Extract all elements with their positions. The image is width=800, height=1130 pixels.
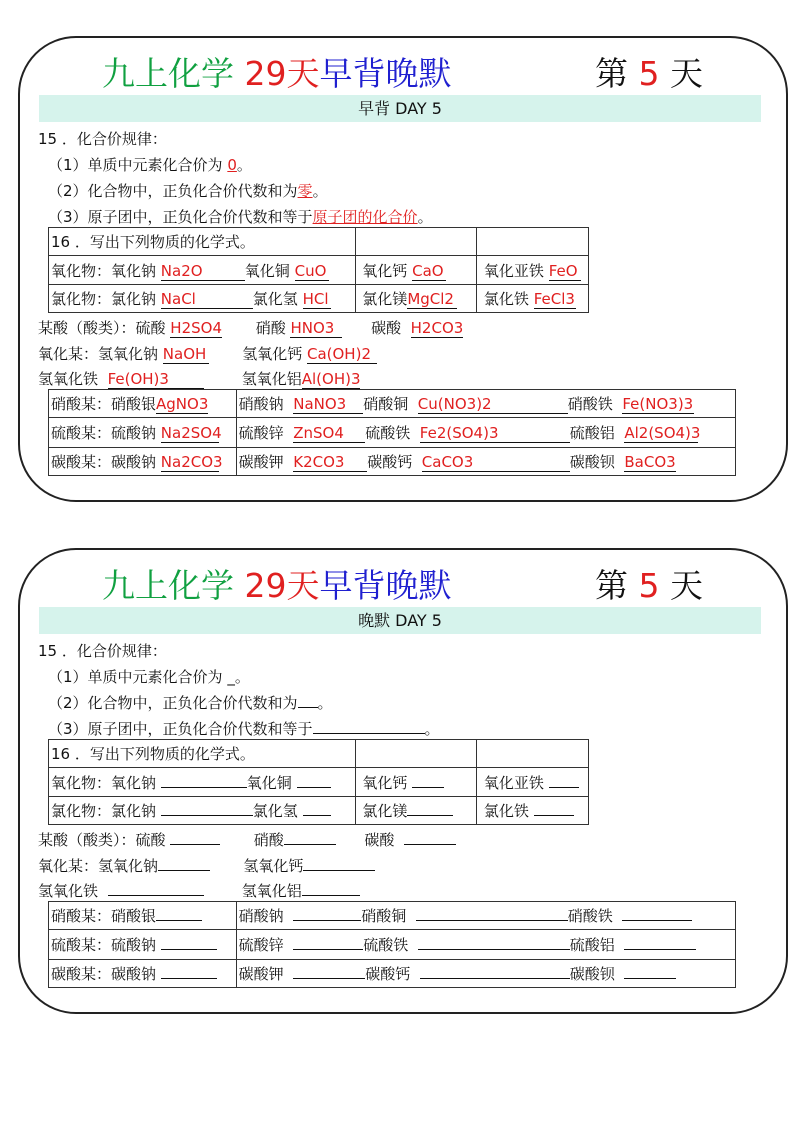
base-line-1: 氧化某：氢氧化钠 NaOH 氢氧化钙 Ca(OH)2 xyxy=(38,343,377,364)
blank-field[interactable] xyxy=(161,773,247,788)
table-row: 16 ．写出下列物质的化学式。 xyxy=(49,228,589,256)
blank-field[interactable] xyxy=(416,906,568,921)
page-title: 九上化学 29天早背晚默 xyxy=(102,566,452,605)
blank-field[interactable] xyxy=(549,773,579,788)
rule-3: （3）原子团中，正负化合价代数和等于 。 xyxy=(48,720,440,738)
blank-field[interactable] xyxy=(624,964,676,979)
table-row: 硫酸某：硫酸钠 硫酸锌 硫酸铁 硫酸铝 xyxy=(49,930,736,960)
blank-field[interactable] xyxy=(534,801,574,816)
rule-2: （2）化合物中，正负化合价代数和为零。 xyxy=(48,182,328,200)
blank-field[interactable] xyxy=(284,830,336,845)
blank-field[interactable] xyxy=(293,964,365,979)
blank-field[interactable] xyxy=(108,881,204,896)
blank-field[interactable] xyxy=(158,856,210,871)
blank-field[interactable] xyxy=(303,801,331,816)
blank-field[interactable] xyxy=(161,935,217,950)
formula-table-1 xyxy=(48,227,589,313)
blank-field[interactable] xyxy=(624,935,696,950)
day-label: 第 5 天 xyxy=(595,54,703,93)
table-row: 氧化物：氧化钠 Na2O 氧化铜 CuO 氧化钙 CaO 氧化亚铁 FeO xyxy=(49,256,589,285)
rule-2: （2）化合物中，正负化合价代数和为 。 xyxy=(48,694,333,712)
table-row: 16 ．写出下列物质的化学式。 xyxy=(49,740,589,768)
blank-field[interactable] xyxy=(313,719,425,734)
formula-table-2 xyxy=(48,739,589,825)
rule-1: （1）单质中元素化合价为 _。 xyxy=(48,668,250,686)
table-row: 氯化物：氯化钠 氯化氢 氯化镁 氯化铁 xyxy=(49,797,589,825)
blank-field[interactable] xyxy=(297,773,331,788)
blank-field[interactable] xyxy=(420,964,570,979)
section-band: 早背 DAY 5 xyxy=(39,95,761,122)
table-row: 氯化物：氯化钠 NaCl 氯化氢 HCl 氯化镁MgCl2 氯化铁 FeCl3 xyxy=(49,285,589,313)
blank-field[interactable] xyxy=(622,906,692,921)
evening-card xyxy=(18,548,788,1014)
table-row: 硝酸某：硝酸银 硝酸钠 硝酸铜 硝酸铁 xyxy=(49,902,736,930)
blank-field[interactable] xyxy=(161,801,253,816)
base-line-2: 氢氧化铁 氢氧化铝 xyxy=(38,880,360,901)
blank-field[interactable] xyxy=(161,964,217,979)
salt-table-2 xyxy=(48,901,736,988)
salt-table-1 xyxy=(48,389,736,476)
blank-field[interactable] xyxy=(407,801,453,816)
table-row: 硝酸某：硝酸银AgNO3 硝酸钠 NaNO3 硝酸铜 Cu(NO3)2 硝酸铁 Fe(NO3)3 xyxy=(49,390,736,418)
blank-field[interactable] xyxy=(156,906,202,921)
morning-card xyxy=(18,36,788,502)
base-line-1: 氧化某：氢氧化钠 氢氧化钙 xyxy=(38,855,375,876)
blank-field[interactable] xyxy=(302,881,360,896)
blank-field[interactable] xyxy=(404,830,456,845)
acid-line: 某酸（酸类）：硫酸 H2SO4 硝酸 HNO3 碳酸 H2CO3 xyxy=(38,319,464,337)
rule-3: （3）原子团中，正负化合价代数和等于原子团的化合价。 xyxy=(48,208,433,226)
blank-field[interactable] xyxy=(293,906,361,921)
q15-heading: 15 ．化合价规律： xyxy=(38,642,167,660)
base-line-2: 氢氧化铁 Fe(OH)3 氢氧化铝Al(OH)3 xyxy=(38,370,361,388)
q15-heading: 15 ．化合价规律： xyxy=(38,130,167,148)
blank-field[interactable] xyxy=(293,935,363,950)
acid-line: 某酸（酸类）：硫酸 硝酸 碳酸 xyxy=(38,829,456,850)
table-row: 硫酸某：硫酸钠 Na2SO4 硫酸锌 ZnSO4 硫酸铁 Fe2(SO4)3 硫酸铝 Al2(SO4)3 xyxy=(49,418,736,448)
blank-field[interactable] xyxy=(303,856,375,871)
rule-1: （1）单质中元素化合价为 0。 xyxy=(48,156,252,174)
blank-field[interactable] xyxy=(170,830,220,845)
page-title: 九上化学 29天早背晚默 xyxy=(102,54,452,93)
table-row: 碳酸某：碳酸钠 碳酸钾 碳酸钙 碳酸钡 xyxy=(49,960,736,988)
section-band: 晚默 DAY 5 xyxy=(39,607,761,634)
blank-field[interactable] xyxy=(298,693,318,708)
blank-field[interactable] xyxy=(418,935,570,950)
table-row: 碳酸某：碳酸钠 Na2CO3 碳酸钾 K2CO3 碳酸钙 CaCO3 碳酸钡 BaCO3 xyxy=(49,448,736,476)
blank-field[interactable] xyxy=(412,773,444,788)
day-label: 第 5 天 xyxy=(595,566,703,605)
table-row: 氧化物：氧化钠 氧化铜 氧化钙 氧化亚铁 xyxy=(49,768,589,797)
